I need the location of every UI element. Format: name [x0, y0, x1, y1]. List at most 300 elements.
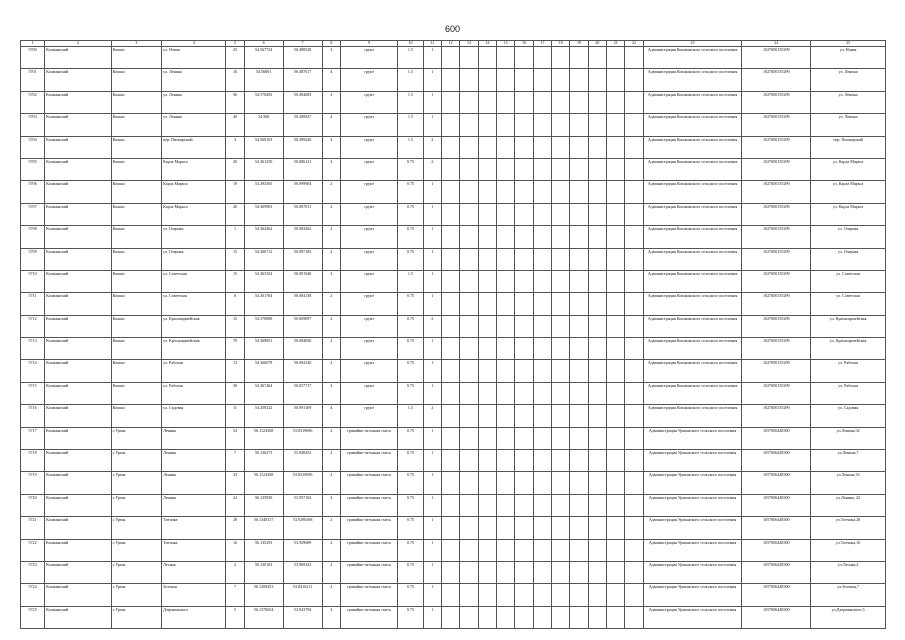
table-cell: 5718 — [21, 450, 45, 472]
table-cell: Кошкинский — [45, 517, 112, 539]
table-cell — [515, 405, 533, 427]
table-cell — [496, 405, 514, 427]
table-cell — [552, 561, 570, 583]
table-cell — [625, 293, 643, 315]
table-cell: 2 — [322, 338, 340, 360]
table-cell: 2 — [226, 561, 244, 583]
table-cell: Кошки — [111, 405, 161, 427]
table-cell — [533, 382, 551, 404]
table-cell: 50.490847 — [283, 114, 322, 136]
column-header: 6 — [244, 41, 283, 47]
table-cell — [588, 494, 606, 516]
table-cell: ул. Красноармейская — [811, 338, 886, 360]
table-cell — [441, 248, 459, 270]
table-cell — [552, 248, 570, 270]
table-cell: Титчика — [162, 539, 226, 561]
table-cell — [607, 136, 625, 158]
table-cell — [478, 561, 496, 583]
table-cell — [533, 517, 551, 539]
table-cell: Кошкинский — [45, 539, 112, 561]
table-cell: Кошки — [111, 158, 161, 180]
table-cell — [625, 382, 643, 404]
table-cell: Кошкинский — [45, 181, 112, 203]
table-cell: 2 — [322, 382, 340, 404]
table-cell — [588, 181, 606, 203]
table-row — [21, 91, 886, 113]
table-cell — [496, 450, 514, 472]
table-cell: Ленина — [162, 450, 226, 472]
table-row — [21, 315, 886, 337]
table-cell — [552, 427, 570, 449]
table-cell: с.Урмы — [111, 517, 161, 539]
table-cell: 1 — [423, 494, 441, 516]
table-cell — [441, 136, 459, 158]
table-cell: Кошкинский — [45, 494, 112, 516]
table-cell: Администрация Урмынского сельского поселения — [643, 517, 742, 539]
table-cell: Кошкинский — [45, 226, 112, 248]
registry-table — [20, 40, 886, 629]
table-cell — [588, 561, 606, 583]
table-cell — [625, 517, 643, 539]
table-cell: 2 — [322, 360, 340, 382]
table-cell — [460, 360, 478, 382]
table-cell — [588, 270, 606, 292]
table-cell: Кошки — [111, 181, 161, 203]
table-cell — [441, 47, 459, 69]
table-cell — [460, 494, 478, 516]
table-cell — [552, 405, 570, 427]
table-cell: Администрация Кошкинского сельского поселения — [643, 114, 742, 136]
table-cell: 6 — [226, 293, 244, 315]
table-cell: 0.75 — [398, 539, 423, 561]
table-cell: 1.5 — [398, 91, 423, 113]
table-cell: Администрация Кошкинского сельского поселения — [643, 382, 742, 404]
table-cell — [533, 561, 551, 583]
table-cell: гравийно-песчаная смесь — [341, 584, 398, 606]
table-cell — [588, 338, 606, 360]
table-cell: Кошки — [111, 114, 161, 136]
table-cell: 50.487617 — [283, 69, 322, 91]
table-cell: 54.370689 — [244, 315, 283, 337]
table-cell — [625, 114, 643, 136]
table-cell: Администрация Кошкинского сельского поселения — [643, 248, 742, 270]
table-cell — [441, 293, 459, 315]
table-cell — [441, 450, 459, 472]
table-cell: 26 — [226, 203, 244, 225]
table-cell: грунт — [341, 360, 398, 382]
table-cell — [552, 360, 570, 382]
table-cell: Кошкинский — [45, 270, 112, 292]
table-cell: с.Урмы — [111, 472, 161, 494]
table-cell: 1 — [423, 181, 441, 203]
table-cell — [515, 450, 533, 472]
table-cell — [588, 293, 606, 315]
table-cell: 19 — [226, 181, 244, 203]
table-cell: с.Урмы — [111, 606, 161, 628]
table-cell: 33 — [226, 472, 244, 494]
table-cell — [496, 270, 514, 292]
table-cell: 56.135293 — [244, 539, 283, 561]
table-cell — [515, 427, 533, 449]
table-cell — [533, 181, 551, 203]
table-cell: 2 — [322, 472, 340, 494]
table-cell: Кошкинский — [45, 472, 112, 494]
table-cell — [515, 248, 533, 270]
table-cell — [496, 472, 514, 494]
table-cell: 1057006448300 — [742, 539, 811, 561]
table-row — [21, 427, 886, 449]
table-cell: 5715 — [21, 382, 45, 404]
table-cell: 5722 — [21, 539, 45, 561]
table-row — [21, 69, 886, 91]
table-cell: Карла Маркса — [162, 158, 226, 180]
table-cell: 2 — [423, 405, 441, 427]
table-cell — [441, 606, 459, 628]
page-number: 600 — [444, 24, 461, 34]
table-cell: грунт — [341, 69, 398, 91]
table-cell — [570, 494, 588, 516]
table-cell: 1 — [423, 270, 441, 292]
table-cell — [588, 405, 606, 427]
table-cell — [570, 136, 588, 158]
table-cell — [515, 293, 533, 315]
table-cell — [441, 360, 459, 382]
table-cell: 54.568 — [244, 114, 283, 136]
table-cell: гравийно-песчаная смесь — [341, 517, 398, 539]
table-cell: 2 — [322, 427, 340, 449]
table-cell: гравийно-песчаная смесь — [341, 427, 398, 449]
table-cell — [625, 69, 643, 91]
table-cell: 5708 — [21, 226, 45, 248]
table-cell: 40 — [226, 114, 244, 136]
table-cell: ул. Советская — [811, 270, 886, 292]
table-cell: 1027000155299 — [742, 293, 811, 315]
table-cell — [515, 181, 533, 203]
table-cell: грунт — [341, 382, 398, 404]
table-cell: ул. Рабочая — [162, 360, 226, 382]
table-cell — [607, 561, 625, 583]
table-cell: Администрация Кошкинского сельского поселения — [643, 158, 742, 180]
table-cell: 5716 — [21, 405, 45, 427]
table-cell: 2 — [423, 315, 441, 337]
table-cell — [441, 203, 459, 225]
table-cell: 54.361764 — [244, 293, 283, 315]
table-cell: 4 — [322, 69, 340, 91]
table-cell: 4 — [322, 91, 340, 113]
table-cell — [588, 226, 606, 248]
table-cell: ул.Ленина,54 — [811, 427, 886, 449]
table-cell: 1 — [423, 360, 441, 382]
table-cell: 1027000155299 — [742, 47, 811, 69]
table-cell — [625, 270, 643, 292]
table-cell: 50.087811 — [283, 203, 322, 225]
table-cell — [496, 136, 514, 158]
table-row — [21, 450, 886, 472]
table-cell — [570, 158, 588, 180]
table-cell: Карла Маркса — [162, 181, 226, 203]
table-cell — [460, 450, 478, 472]
table-cell: Администрация Урмынского сельского поселения — [643, 450, 742, 472]
table-cell — [515, 270, 533, 292]
table-cell — [552, 91, 570, 113]
table-cell — [570, 69, 588, 91]
table-cell: грунт — [341, 181, 398, 203]
table-cell: 54.358122 — [244, 405, 283, 427]
table-cell — [441, 315, 459, 337]
table-cell: Администрация Кошкинского сельского поселения — [643, 338, 742, 360]
table-cell — [607, 226, 625, 248]
table-cell: 2 — [423, 136, 441, 158]
table-cell — [478, 494, 496, 516]
table-cell — [625, 606, 643, 628]
table-cell: 54.569103 — [244, 136, 283, 158]
table-cell: гравийно-песчаная смесь — [341, 472, 398, 494]
table-cell: 1 — [423, 472, 441, 494]
table-cell: 1057006448300 — [742, 561, 811, 583]
table-cell: 54 — [226, 427, 244, 449]
table-cell — [570, 114, 588, 136]
table-cell: 50.084056 — [283, 338, 322, 360]
table-cell — [625, 360, 643, 382]
table-cell — [570, 427, 588, 449]
table-cell: 2 — [322, 584, 340, 606]
table-cell — [625, 91, 643, 113]
table-cell: 50.498528 — [283, 47, 322, 69]
column-header: 11 — [423, 41, 441, 47]
table-cell — [515, 47, 533, 69]
table-cell — [607, 472, 625, 494]
table-cell: 2 — [322, 315, 340, 337]
table-cell: Кошкинский — [45, 561, 112, 583]
table-cell: Администрация Кошкинского сельского поселения — [643, 181, 742, 203]
table-cell: 5705 — [21, 158, 45, 180]
table-cell — [515, 561, 533, 583]
table-cell: ул.Дзержинского,5 — [811, 606, 886, 628]
table-cell — [570, 203, 588, 225]
table-cell: 5700 — [21, 47, 45, 69]
table-cell: 50.087183 — [283, 248, 322, 270]
table-row — [21, 114, 886, 136]
table-cell: Кошки — [111, 338, 161, 360]
table-cell — [607, 450, 625, 472]
table-cell: 54.367464 — [244, 382, 283, 404]
table-cell: 5711 — [21, 293, 45, 315]
table-cell — [478, 360, 496, 382]
table-cell: 28 — [226, 517, 244, 539]
table-cell: Администрация Кошкинского сельского поселения — [643, 405, 742, 427]
table-cell: Кошкинский — [45, 315, 112, 337]
table-cell: 2 — [322, 606, 340, 628]
table-cell — [607, 584, 625, 606]
table-cell — [496, 114, 514, 136]
table-cell: Кошки — [111, 203, 161, 225]
table-cell: 1 — [423, 203, 441, 225]
table-cell: ул. Ленина — [811, 91, 886, 113]
table-cell — [478, 136, 496, 158]
table-cell: 15 — [226, 270, 244, 292]
table-cell: 1.5 — [398, 69, 423, 91]
table-cell — [496, 338, 514, 360]
table-cell: 1 — [423, 584, 441, 606]
table-cell: грунт — [341, 248, 398, 270]
table-cell — [515, 360, 533, 382]
table-cell: ул. Садовая — [162, 405, 226, 427]
column-header: 19 — [570, 41, 588, 47]
table-cell: 0.75 — [398, 606, 423, 628]
table-cell — [441, 338, 459, 360]
table-cell — [478, 203, 496, 225]
table-cell — [533, 584, 551, 606]
table-cell: 4 — [322, 114, 340, 136]
table-cell — [515, 203, 533, 225]
table-cell — [570, 360, 588, 382]
table-cell — [460, 293, 478, 315]
table-cell — [552, 47, 570, 69]
table-cell — [625, 472, 643, 494]
table-cell — [533, 606, 551, 628]
table-cell — [533, 136, 551, 158]
table-cell — [607, 270, 625, 292]
table-cell: Администрация Урмынского сельского поселения — [643, 561, 742, 583]
table-cell — [588, 91, 606, 113]
table-cell: пер. Пионерский — [162, 136, 226, 158]
table-cell: 1057006448300 — [742, 606, 811, 628]
table-cell — [460, 539, 478, 561]
table-cell — [552, 338, 570, 360]
table-cell — [496, 248, 514, 270]
table-cell: 5720 — [21, 494, 45, 516]
table-cell: Зеленая — [162, 584, 226, 606]
table-cell: 50.083262 — [283, 226, 322, 248]
column-header: 18 — [552, 41, 570, 47]
table-cell — [625, 248, 643, 270]
table-cell — [533, 114, 551, 136]
table-cell: Кошки — [111, 136, 161, 158]
table-cell: ул.Ленина,33 — [811, 472, 886, 494]
table-cell — [460, 472, 478, 494]
table-cell: Администрация Урмынского сельского поселения — [643, 606, 742, 628]
table-cell — [588, 315, 606, 337]
column-header: 10 — [398, 41, 423, 47]
table-cell: Кошки — [111, 91, 161, 113]
table-cell — [478, 270, 496, 292]
table-cell: 56.1124368 — [244, 427, 283, 449]
table-row — [21, 158, 886, 180]
table-cell — [625, 539, 643, 561]
table-cell — [570, 405, 588, 427]
table-cell: 5702 — [21, 91, 45, 113]
table-cell: ул.Ленина,7 — [811, 450, 886, 472]
table-cell — [478, 405, 496, 427]
table-cell: Администрация Кошкинского сельского поселения — [643, 136, 742, 158]
table-cell: 5712 — [21, 315, 45, 337]
table-cell — [552, 226, 570, 248]
table-cell — [588, 427, 606, 449]
table-cell — [552, 270, 570, 292]
table-cell: 0.75 — [398, 427, 423, 449]
table-cell: ул. Рабочая — [162, 382, 226, 404]
table-cell — [625, 203, 643, 225]
table-cell: ул. Рабочая — [811, 360, 886, 382]
table-cell — [588, 203, 606, 225]
table-cell — [570, 248, 588, 270]
table-cell — [441, 382, 459, 404]
table-cell — [460, 136, 478, 158]
table-cell — [478, 382, 496, 404]
table-cell: ул. Новая — [162, 47, 226, 69]
table-cell — [607, 517, 625, 539]
table-cell — [570, 226, 588, 248]
table-cell — [625, 561, 643, 583]
table-cell — [607, 382, 625, 404]
table-cell: Ленина — [162, 494, 226, 516]
column-header: 16 — [515, 41, 533, 47]
table-cell — [460, 158, 478, 180]
table-cell — [607, 293, 625, 315]
table-cell — [515, 539, 533, 561]
table-cell: Кошки — [111, 315, 161, 337]
table-cell — [515, 315, 533, 337]
table-cell — [496, 47, 514, 69]
table-cell: Кошкинский — [45, 450, 112, 472]
table-cell — [588, 136, 606, 158]
table-cell: 1027000155299 — [742, 338, 811, 360]
table-cell: грунт — [341, 136, 398, 158]
table-cell — [496, 539, 514, 561]
table-cell — [625, 450, 643, 472]
table-row — [21, 405, 886, 427]
table-cell: 54.393365 — [244, 181, 283, 203]
table-cell — [460, 181, 478, 203]
table-cell — [570, 450, 588, 472]
table-cell: ул. Карла Маркса — [811, 158, 886, 180]
table-cell — [460, 561, 478, 583]
table-cell: 2 — [322, 517, 340, 539]
table-cell: гравийно-песчаная смесь — [341, 450, 398, 472]
table-cell — [478, 315, 496, 337]
table-cell — [441, 158, 459, 180]
table-cell: 50.091109 — [283, 405, 322, 427]
table-cell — [441, 427, 459, 449]
table-cell — [552, 181, 570, 203]
table-cell: 53.8319696 — [283, 427, 322, 449]
table-cell: ул. Ленина — [811, 114, 886, 136]
table-cell: 7 — [226, 584, 244, 606]
table-cell — [496, 293, 514, 315]
table-cell — [588, 450, 606, 472]
table-cell — [478, 338, 496, 360]
table-cell — [460, 517, 478, 539]
table-cell: Администрация Кошкинского сельского поселения — [643, 315, 742, 337]
table-cell — [552, 136, 570, 158]
table-cell — [533, 293, 551, 315]
table-cell: 1027000155299 — [742, 136, 811, 158]
table-cell: грунт — [341, 226, 398, 248]
table-cell — [607, 69, 625, 91]
table-cell: 0.75 — [398, 517, 423, 539]
table-cell — [478, 158, 496, 180]
table-row — [21, 606, 886, 628]
table-cell: 53.969343 — [283, 561, 322, 583]
table-cell: Кошкинский — [45, 427, 112, 449]
column-header: 3 — [111, 41, 161, 47]
table-cell: 54.363354 — [244, 270, 283, 292]
table-cell — [478, 293, 496, 315]
table-cell — [607, 248, 625, 270]
table-cell — [496, 382, 514, 404]
table-cell — [607, 181, 625, 203]
table-cell: 2 — [322, 539, 340, 561]
